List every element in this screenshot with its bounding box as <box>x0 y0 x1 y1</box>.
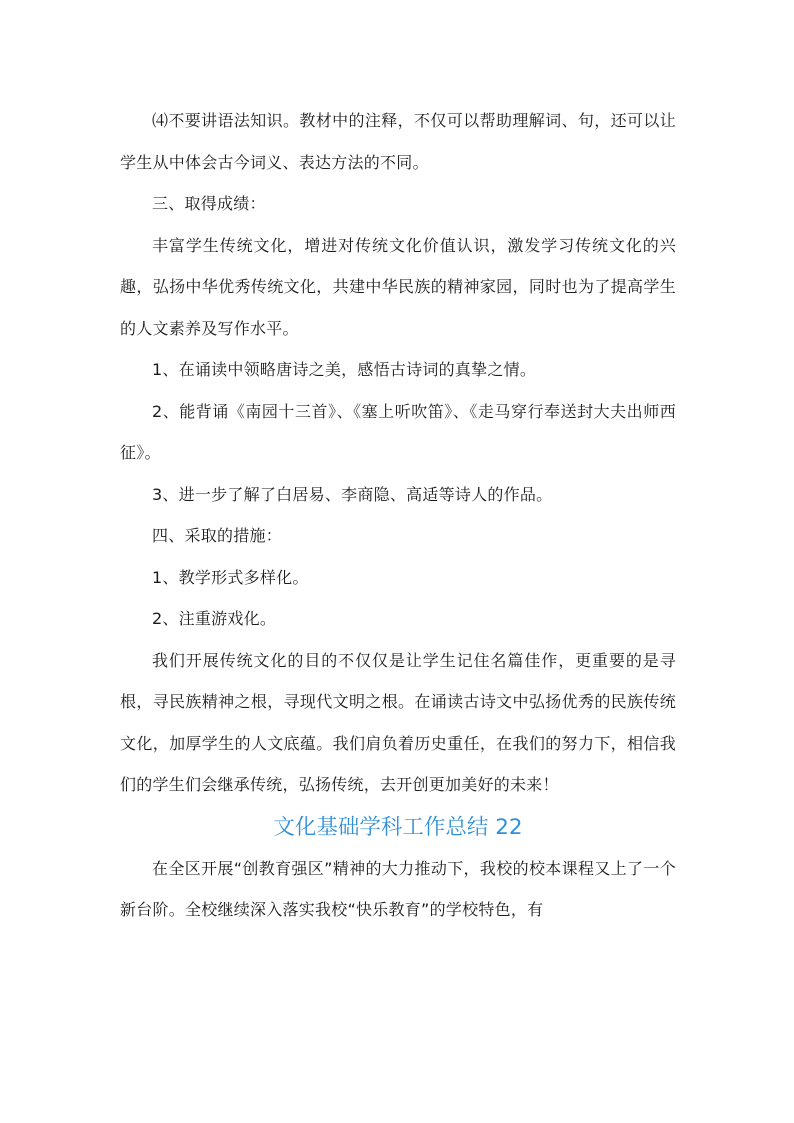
section-heading-achievements: 三、取得成绩： <box>152 194 266 213</box>
paragraph-new-section-intro: 在全区开展“创教育强区”精神的大力推动下，我校的校本课程又上了一个新台阶。全校继续深入落实我校“快乐教育”的学校特色，有 <box>120 858 676 919</box>
paragraph-achievements-summary: 丰富学生传统文化，增进对传统文化价值认识，激发学习传统文化的兴趣，弘扬中华优秀传统文化，共建中华民族的精神家园，同时也为了提高学生的人文素养及写作水平。 <box>120 235 676 338</box>
paragraph-conclusion: 我们开展传统文化的目的不仅仅是让学生记住名篇佳作，更重要的是寻根，寻民族精神之根，寻现代文明之根。在诵读古诗文中弘扬优秀的民族传统文化，加厚学生的人文底蕴。我们肩负着历史重任，在我们的努力下，相信我们的学生们会继承传统，弘扬传统，去开创更加美好的未来！ <box>120 650 676 794</box>
section-title: 文化基础学科工作总结 22 <box>273 814 523 840</box>
list-item-achievement-1: 1、在诵读中领略唐诗之美，感悟古诗词的真挚之情。 <box>152 360 537 379</box>
document-body <box>120 100 676 931</box>
list-item-achievement-3: 3、进一步了解了白居易、李商隐、高适等诗人的作品。 <box>152 484 553 504</box>
list-item-measure-2: 2、注重游戏化。 <box>152 609 277 628</box>
list-item-achievement-2: 2、能背诵《南园十三首》、《塞上听吹笛》、《走马穿行奉送封大夫出师西征》。 <box>120 401 676 462</box>
section-heading-measures: 四、采取的措施： <box>152 526 283 545</box>
list-item-measure-1: 1、教学形式多样化。 <box>152 567 309 587</box>
paragraph-grammar-note: ⑷不要讲语法知识。教材中的注释，不仅可以帮助理解词、句，还可以让学生从中体会古今词义、表达方法的不同。 <box>120 111 676 172</box>
